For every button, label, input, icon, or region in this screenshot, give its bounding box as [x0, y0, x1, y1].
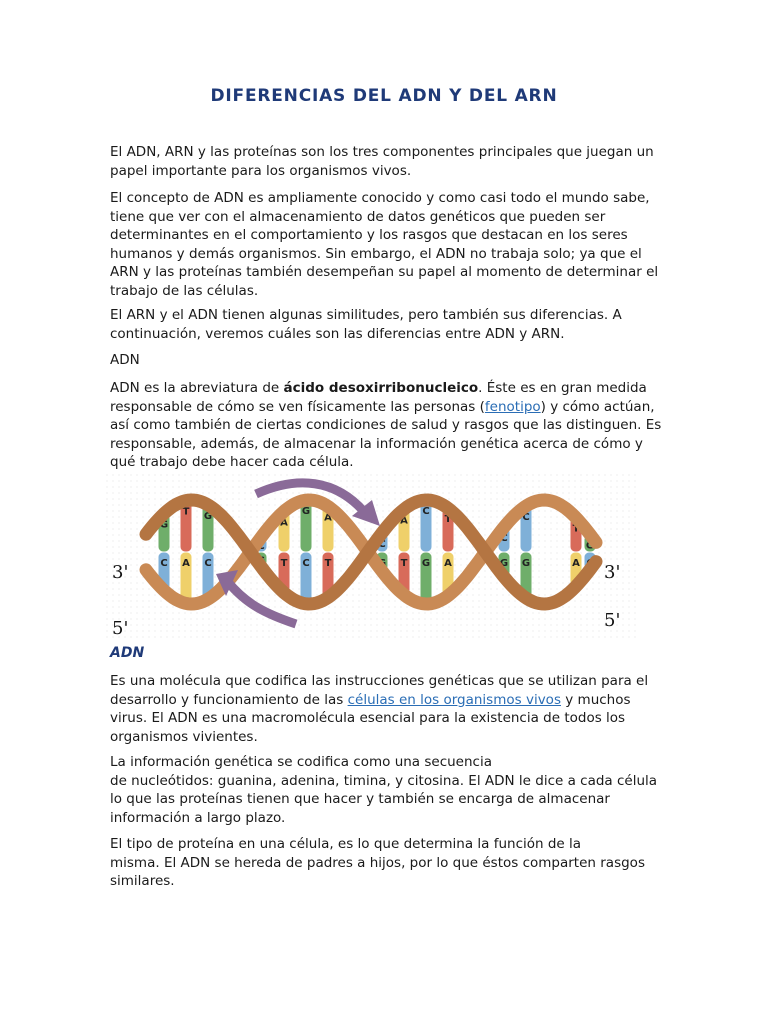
- dna-double-helix-figure: [106, 474, 636, 642]
- nucleotide-letter: T: [324, 558, 332, 569]
- text-segment: Es una molécula que codifica las instrucciones genéticas que se utilizan para el desarrollo y funcionamiento de las: [110, 673, 649, 708]
- nucleotide-letter: G: [256, 555, 266, 567]
- nucleotide-letter: G: [421, 558, 431, 569]
- text-line: El tipo de proteína en una célula, es lo que determina la función de la: [110, 836, 582, 852]
- paragraph-molecule: [110, 672, 670, 746]
- nucleotide-letter: A: [324, 512, 332, 524]
- label-5prime-right: 5': [604, 610, 621, 631]
- text-segment: ADN es la abreviatura de: [110, 380, 284, 396]
- nucleotide-letter: T: [572, 523, 580, 535]
- paragraph-intro: El ADN, ARN y las proteínas son los tres componentes principales que juegan un papel importante para los organismos vivos.: [110, 144, 654, 179]
- nucleotide-letter: C: [302, 558, 310, 569]
- nucleotide-letter: C: [204, 558, 212, 569]
- text-line: misma. El ADN se hereda de padres a hijos, por lo que éstos comparten rasgos similares.: [110, 854, 645, 889]
- paragraph-adn-label: ADN: [110, 352, 140, 368]
- nucleotide-letter: C: [160, 558, 168, 569]
- nucleotide-letter: G: [377, 558, 387, 569]
- page-title: DIFERENCIAS DEL ADN Y DEL ARN: [210, 86, 558, 106]
- nucleotide-letter: A: [280, 517, 288, 529]
- nucleotide-letter: G: [159, 519, 169, 531]
- label-3prime-left: 3': [112, 562, 129, 583]
- nucleotide-letter: G: [499, 558, 509, 569]
- label-3prime-right: 3': [604, 562, 621, 583]
- text-line: La información genética se codifica como una secuencia: [110, 754, 492, 770]
- label-5prime-left: 5': [112, 618, 129, 639]
- text-segment: y muchos virus. El ADN es una macromolécula esencial para la existencia de todos los organismos vivientes.: [110, 691, 631, 745]
- fenotipo-link[interactable]: fenotipo: [484, 398, 541, 415]
- nucleotide-letter: G: [521, 558, 531, 569]
- paragraph-concept: El concepto de ADN es ampliamente conocido y como casi todo el mundo sabe, tiene que ver con el almacenamiento de datos genéticos que pueden ser determinantes en el comportamiento y los rasgos que destacan en los seres humanos y demás organismos. Sin embargo, el ADN no trabaja solo; ya que el ARN y las proteínas también desempeñan su papel al momento de determinar el trabajo de las células.: [110, 190, 659, 299]
- nucleotide-letter: C: [586, 558, 594, 569]
- nucleotide-letter: G: [203, 510, 213, 522]
- text-segment: . Éste es en gran medida responsable de cómo se ven físicamente las personas (: [110, 380, 647, 415]
- nucleotide-letter: T: [182, 506, 190, 518]
- paragraph-adn-definition: [110, 379, 670, 472]
- nucleotide-letter: A: [182, 558, 190, 569]
- nucleotide-letter: C: [522, 512, 530, 524]
- text-segment: ) y cómo actúan, así como también de ciertas condiciones de salud y rasgos que las distinguen. Es responsable, además, de almacenar la información genética acerca de cómo y qué trabajo debe hacer cada célula.: [110, 398, 662, 470]
- nucleotide-letter: A: [400, 515, 408, 527]
- nucleotide-letter: C: [378, 538, 386, 550]
- nucleotide-letter: C: [422, 506, 430, 518]
- nucleotide-letter: C: [500, 533, 508, 545]
- nucleotide-letter: A: [444, 558, 452, 569]
- nucleotide-letter: T: [444, 514, 452, 526]
- nucleotide-letter: T: [280, 558, 288, 569]
- nucleotide-letter: A: [572, 558, 580, 569]
- paragraph-differences: El ARN y el ADN tienen algunas similitudes, pero también sus diferencias. A continuación, veremos cuáles son las diferencias entre ADN y ARN.: [110, 307, 622, 342]
- text-line: de nucleótidos: guanina, adenina, timina, y citosina. El ADN le dice a cada célula lo que las proteínas tienen que hacer y también se encarga de almacenar información a largo plazo.: [110, 772, 658, 826]
- celulas-link[interactable]: células en los organismos vivos: [347, 691, 561, 708]
- nucleotide-letter: T: [400, 558, 408, 569]
- section-heading-adn: ADN: [110, 645, 145, 661]
- paragraph-genetic-info: [110, 753, 670, 827]
- paragraph-protein: [110, 835, 670, 891]
- nucleotide-letter: C: [257, 541, 265, 552]
- nucleotide-letter: G: [585, 540, 595, 552]
- dna-helix-svg: [106, 474, 636, 642]
- bold-term: ácido desoxirribonucleico: [283, 380, 479, 396]
- nucleotide-letter: G: [301, 506, 311, 518]
